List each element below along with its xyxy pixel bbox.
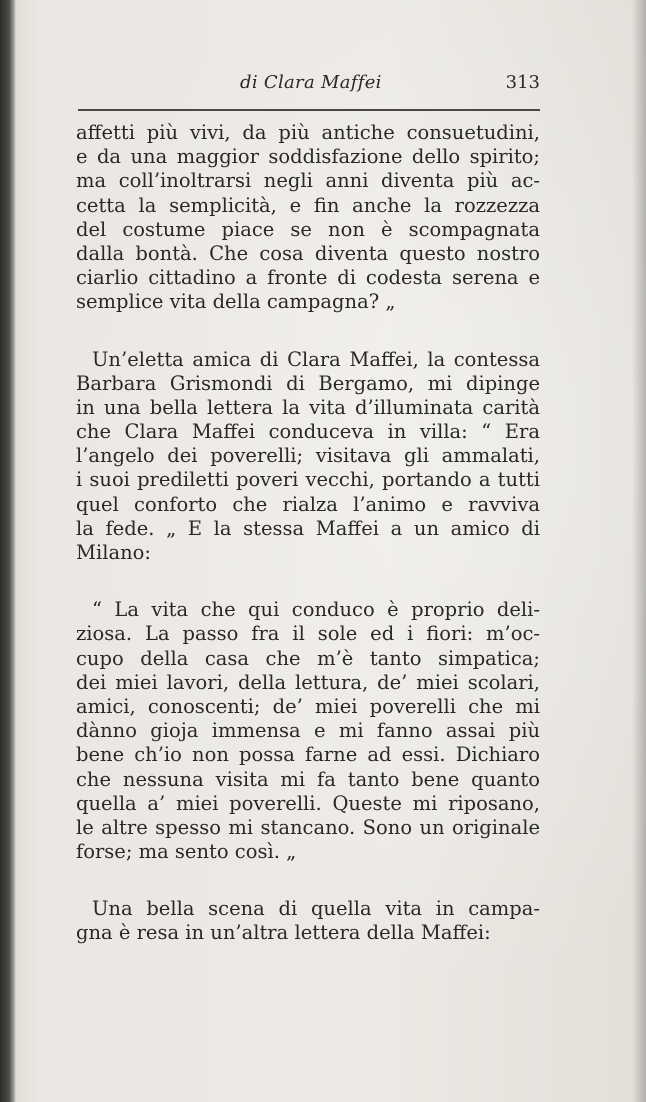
text-line: dalla bontà. Che cosa diventa questo nostro — [76, 241, 540, 265]
text-line: del costume piace se non è scompagnata — [76, 217, 540, 241]
paragraph-2 — [76, 348, 540, 566]
text-line: quella a’ miei poverelli. Queste mi riposano, — [76, 791, 540, 815]
paragraph-gap — [76, 315, 540, 348]
text-line: dànno gioja immensa e mi fanno assai più — [76, 719, 540, 743]
text-line: le altre spesso mi stancano. Sono un originale — [76, 815, 540, 839]
paragraph-gap — [76, 864, 540, 897]
running-title: di Clara Maffei — [240, 72, 382, 93]
text-line: Una bella scena di quella vita in campa- — [92, 897, 540, 921]
paragraph-3 — [76, 598, 540, 864]
text-line: che Clara Maffei conduceva in villa: “ Era — [76, 420, 540, 444]
text-line: e da una maggior soddisfazione dello spirito; — [76, 145, 540, 169]
header-rule — [78, 109, 540, 111]
text-line: cetta la semplicità, e fin anche la rozzezza — [76, 193, 540, 217]
paragraph-gap — [76, 565, 540, 598]
text-line: l’angelo dei poverelli; visitava gli ammalati, — [76, 444, 540, 468]
text-line: ziosa. La passo fra il sole ed i fiori: m’oc- — [76, 622, 540, 646]
text-line: “ La vita che qui conduco è proprio deli- — [92, 598, 540, 622]
text-line: Barbara Grismondi di Bergamo, mi dipinge — [76, 371, 540, 395]
body-text — [76, 121, 540, 946]
running-head — [80, 72, 540, 102]
text-line: affetti più vivi, da più antiche consuetudini, — [76, 121, 540, 144]
text-line: in una bella lettera la vita d’illuminata carità — [76, 395, 540, 419]
text-line: forse; ma sento così. „ — [76, 840, 297, 864]
text-line: ma coll’inoltrarsi negli anni diventa più ac- — [76, 169, 540, 193]
text-line: Un’eletta amica di Clara Maffei, la contessa — [92, 347, 540, 371]
paragraph-1 — [76, 121, 540, 315]
text-line: gna è resa in un’altra lettera della Maffei: — [76, 921, 491, 945]
text-line: amici, conoscenti; de’ miei poverelli che mi — [76, 694, 540, 718]
page-number: 313 — [505, 72, 540, 93]
text-line: che nessuna visita mi fa tanto bene quanto — [76, 767, 540, 791]
text-line: la fede. „ E la stessa Maffei a un amico di — [76, 516, 540, 540]
text-line: cupo della casa che m’è tanto simpatica; — [76, 646, 540, 670]
text-line: i suoi prediletti poveri vecchi, portando a tutti — [76, 468, 540, 492]
text-line: semplice vita della campagna? „ — [76, 290, 396, 314]
text-line: dei miei lavori, della lettura, de’ miei scolari, — [76, 670, 540, 694]
paragraph-4 — [76, 897, 540, 945]
page-edge-shadow — [632, 0, 646, 1102]
book-spine-shadow — [0, 0, 16, 1102]
text-line: ciarlio cittadino a fronte di codesta serena e — [76, 266, 540, 290]
text-line: Milano: — [76, 541, 151, 564]
text-line: quel conforto che rialza l’animo e ravviva — [76, 492, 540, 516]
text-line: bene ch’io non possa farne ad essi. Dichiaro — [76, 743, 540, 767]
